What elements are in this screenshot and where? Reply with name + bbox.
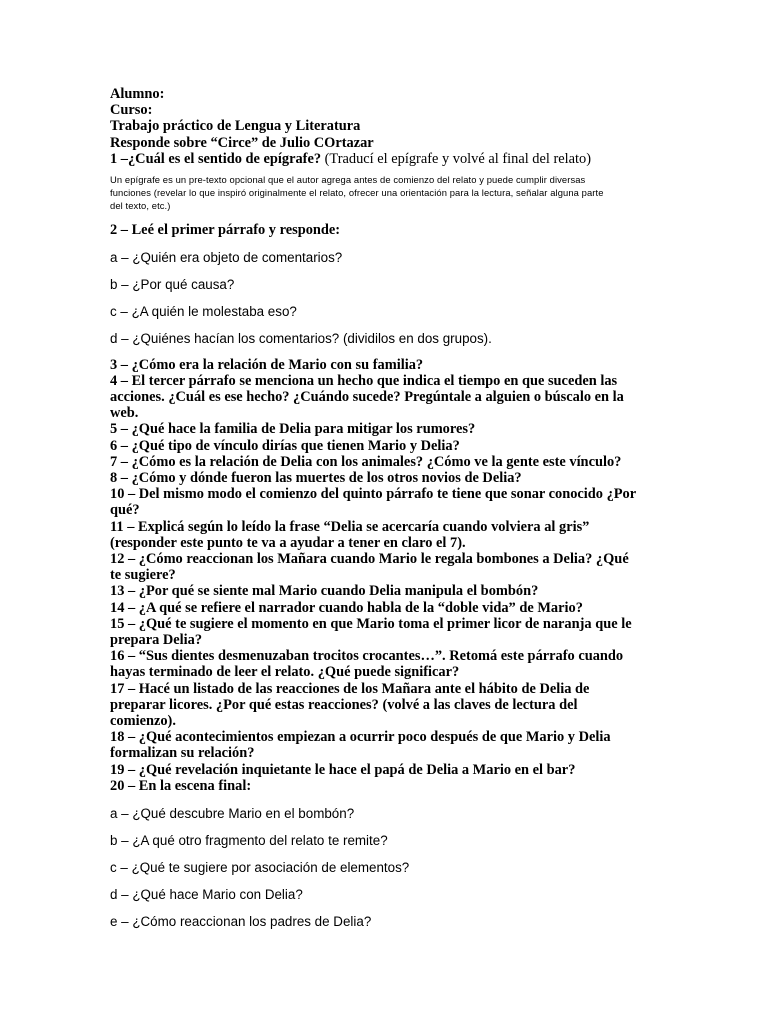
list-item: b – ¿Por qué causa? [110, 276, 235, 292]
questions-block [110, 357, 670, 794]
question-line: preparar licores. ¿Por qué estas reacciones? (volvé a las claves de lectura del [110, 696, 578, 713]
list-item: a – ¿Qué descubre Mario en el bombón? [110, 806, 355, 822]
question-line: hayas terminado de leer el relato. ¿Qué puede significar? [110, 664, 460, 681]
question-line: 8 – ¿Cómo y dónde fueron las muertes de los otros novios de Delia? [110, 470, 522, 487]
note-line-2: funciones (revelar lo que inspiró originalmente el relato, ofrecer una orientación para la lectura, señalar alguna parte [110, 186, 604, 198]
question-line: 18 – ¿Qué acontecimientos empiezan a ocurrir poco después de que Mario y Delia [110, 729, 611, 746]
question-20-items [110, 806, 670, 930]
question-line: 14 – ¿A qué se refiere el narrador cuando habla de la “doble vida” de Mario? [110, 599, 583, 616]
question-line: 6 – ¿Qué tipo de vínculo dirías que tienen Mario y Delia? [110, 437, 460, 454]
list-item: d – ¿Quiénes hacían los comentarios? (dividilos en dos grupos). [110, 330, 492, 346]
question-line: 11 – Explicá según lo leído la frase “Delia se acercaría cuando volviera al gris” [110, 518, 590, 535]
question-line: 10 – Del mismo modo el comienzo del quinto párrafo te tiene que sonar conocido ¿Por [110, 486, 637, 503]
question-line: web. [110, 405, 139, 422]
question-line: 7 – ¿Cómo es la relación de Delia con los animales? ¿Cómo ve la gente este vínculo? [110, 453, 622, 470]
question-line: 16 – “Sus dientes desmenuzaban trocitos crocantes…”. Retomá este párrafo cuando [110, 648, 624, 665]
question-line: 12 – ¿Cómo reaccionan los Mañara cuando Mario le regala bombones a Delia? ¿Qué [110, 551, 629, 568]
worksheet [110, 86, 670, 930]
question-2-items [110, 250, 670, 347]
question-line: (responder este punto te va a ayudar a tener en claro el 7). [110, 534, 466, 551]
question-line: 5 – ¿Qué hace la familia de Delia para mitigar los rumores? [110, 421, 476, 438]
list-item: a – ¿Quién era objeto de comentarios? [110, 249, 343, 265]
question-1-text: 1 –¿Cuál es el sentido de epígrafe? [110, 150, 322, 167]
question-line: 20 – En la escena final: [110, 777, 252, 794]
curso-label: Curso: [110, 102, 153, 119]
question-line: 15 – ¿Qué te sugiere el momento en que Mario toma el primer licor de naranja que le [110, 615, 632, 632]
trabajo-title: Trabajo práctico de Lengua y Literatura [110, 118, 361, 135]
question-line: comienzo). [110, 713, 176, 730]
header [110, 86, 670, 167]
question-line: formalizan su relación? [110, 745, 255, 762]
list-item: b – ¿A qué otro fragmento del relato te remite? [110, 833, 388, 849]
list-item: d – ¿Qué hace Mario con Delia? [110, 887, 303, 903]
question-1 [110, 151, 670, 167]
question-line: acciones. ¿Cuál es ese hecho? ¿Cuándo sucede? Pregúntale a alguien o búscalo en la [110, 389, 624, 406]
question-line: 13 – ¿Por qué se siente mal Mario cuando Delia manipula el bombón? [110, 583, 539, 600]
list-item: c – ¿A quién le molestaba eso? [110, 303, 297, 319]
question-line: 19 – ¿Qué revelación inquietante le hace el papá de Delia a Mario en el bar? [110, 761, 576, 778]
epigraph-note [110, 174, 670, 212]
question-line: prepara Delia? [110, 632, 203, 649]
note-line-3: del texto, etc.) [110, 199, 171, 211]
question-line: 17 – Hacé un listado de las reacciones de los Mañara ante el hábito de Delia de [110, 680, 590, 697]
question-2-title: 2 – Leé el primer párrafo y responde: [110, 222, 341, 239]
list-item: c – ¿Qué te sugiere por asociación de elementos? [110, 860, 410, 876]
question-line: qué? [110, 502, 140, 519]
responde-title: Responde sobre “Circe” de Julio COrtazar [110, 134, 374, 151]
question-line: te sugiere? [110, 567, 176, 584]
question-1-instructions: (Traducí el epígrafe y volvé al final del relato) [321, 150, 592, 167]
alumno-label: Alumno: [110, 86, 165, 102]
question-line: 4 – El tercer párrafo se menciona un hecho que indica el tiempo en que suceden las [110, 372, 618, 389]
list-item: e – ¿Cómo reaccionan los padres de Delia? [110, 914, 372, 930]
question-line: 3 – ¿Cómo era la relación de Mario con su familia? [110, 356, 424, 373]
note-line-1: Un epígrafe es un pre-texto opcional que el autor agrega antes de comienzo del relato y puede cumplir diversas [110, 174, 586, 186]
